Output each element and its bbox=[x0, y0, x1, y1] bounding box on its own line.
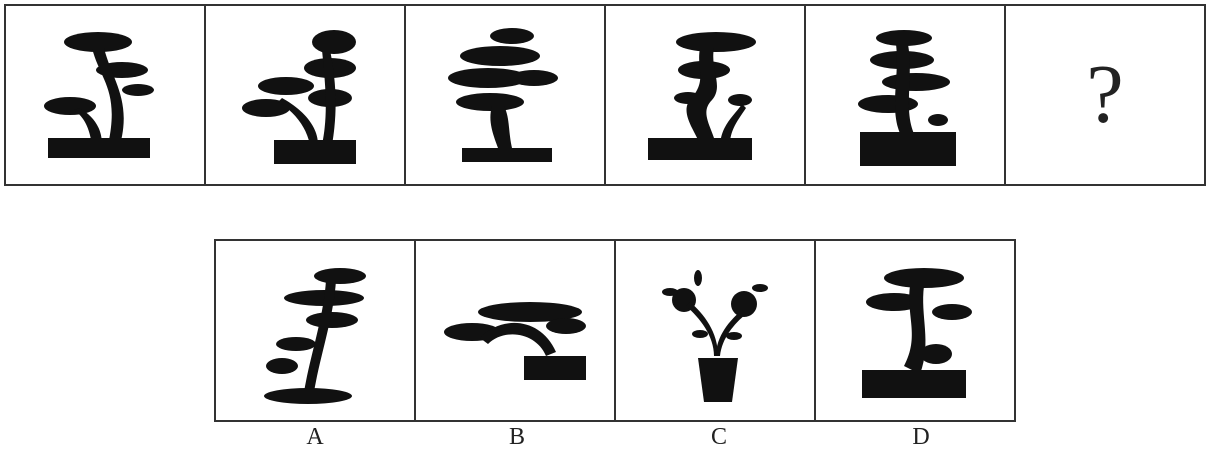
bonsai-icon bbox=[30, 20, 180, 170]
option-a[interactable] bbox=[214, 239, 416, 422]
options-row bbox=[214, 239, 1016, 422]
question-row bbox=[4, 4, 1206, 186]
question-panel-unknown bbox=[1004, 4, 1206, 186]
option-b[interactable] bbox=[414, 239, 616, 422]
option-label-a: A bbox=[306, 424, 324, 450]
option-c[interactable] bbox=[614, 239, 816, 422]
question-panel-1 bbox=[4, 4, 206, 186]
option-label-c: C bbox=[710, 424, 727, 450]
question-mark: ? bbox=[1086, 48, 1124, 141]
cascade-bonsai-icon bbox=[440, 256, 590, 406]
bonsai-icon bbox=[430, 20, 580, 170]
bonsai-icon bbox=[230, 20, 380, 170]
option-d[interactable] bbox=[814, 239, 1016, 422]
windswept-bonsai-icon bbox=[840, 256, 990, 406]
bonsai-icon bbox=[630, 20, 780, 170]
option-labels bbox=[214, 424, 1022, 451]
question-panel-4 bbox=[604, 4, 806, 186]
question-panel-2 bbox=[204, 4, 406, 186]
option-label-d: D bbox=[912, 424, 930, 450]
bonsai-icon bbox=[830, 20, 980, 170]
tall-bonsai-icon bbox=[240, 256, 390, 406]
question-panel-3 bbox=[404, 4, 606, 186]
question-panel-5 bbox=[804, 4, 1006, 186]
flower-vase-icon bbox=[640, 256, 790, 406]
option-label-b: B bbox=[508, 424, 525, 450]
